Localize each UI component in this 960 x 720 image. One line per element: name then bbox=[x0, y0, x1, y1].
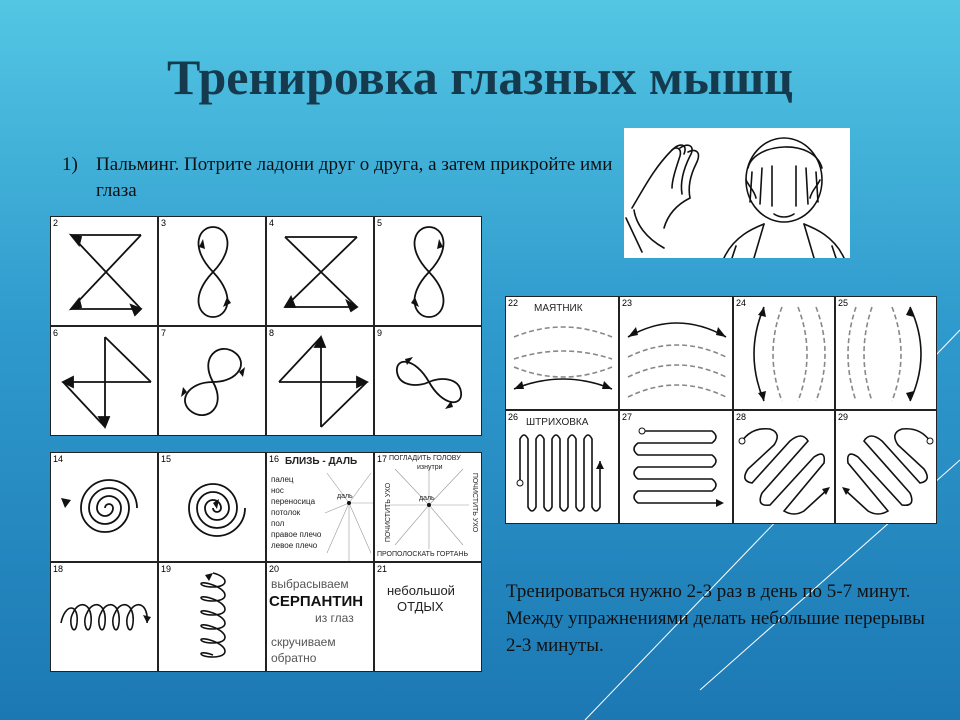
exercise-cell-16: 16 БЛИЗЬ - ДАЛЬ палец нос переносица потолок пол правое плечо левое плечо даль bbox=[266, 452, 374, 562]
exercise-cell-27: 27 bbox=[619, 410, 733, 524]
list-number: 1) bbox=[62, 154, 78, 175]
exercise-cell-21: 21 небольшой ОТДЫХ bbox=[374, 562, 482, 672]
exercise-cell-22: 22 МАЯТНИК bbox=[505, 296, 619, 410]
exercise-cell-29: 29 bbox=[835, 410, 937, 524]
exercise-cell-23: 23 bbox=[619, 296, 733, 410]
exercise-cell-14: 14 bbox=[50, 452, 158, 562]
instruction-text: Пальминг. Потрите ладони друг о друга, а затем прикройте ими глаза bbox=[96, 154, 613, 201]
exercise-cell-18: 18 bbox=[50, 562, 158, 672]
training-note: Тренироваться нужно 2-3 раз в день по 5-7 минут. Между упражнениями делать небольшие перерывы 2-3 минуты. bbox=[506, 581, 925, 656]
near-far-title: БЛИЗЬ - ДАЛЬ bbox=[285, 456, 358, 467]
exercise-cell-3: 3 bbox=[158, 216, 266, 326]
exercise-cell-26: 26 ШТРИХОВКА bbox=[505, 410, 619, 524]
palming-illustration bbox=[624, 128, 850, 258]
exercise-cell-25: 25 bbox=[835, 296, 937, 410]
exercise-cell-2: 2 bbox=[50, 216, 158, 326]
exercise-grid-3 bbox=[505, 296, 937, 524]
exercise-cell-6: 6 bbox=[50, 326, 158, 436]
exercise-cell-9: 9 bbox=[374, 326, 482, 436]
exercise-cell-4: 4 bbox=[266, 216, 374, 326]
exercise-cell-5: 5 bbox=[374, 216, 482, 326]
exercise-cell-28: 28 bbox=[733, 410, 835, 524]
page-title: Тренировка глазных мышц bbox=[167, 49, 793, 105]
exercise-cell-20: 20 выбрасываем СЕРПАНТИН из глаз скручиваем обратно bbox=[266, 562, 374, 672]
exercise-cell-17: 17 ПОГЛАДИТЬ ГОЛОВУ изнутри ПОЧИСТИТЬ УХО ПОЧИСТИТЬ УХО даль ПРОПОЛОСКАТЬ ГОРТАНЬ bbox=[374, 452, 482, 562]
exercise-grid-2 bbox=[50, 452, 482, 672]
exercise-cell-24: 24 bbox=[733, 296, 835, 410]
exercise-cell-19: 19 bbox=[158, 562, 266, 672]
exercise-grid-1 bbox=[50, 216, 482, 436]
exercise-cell-15: 15 bbox=[158, 452, 266, 562]
exercise-cell-8: 8 bbox=[266, 326, 374, 436]
exercise-cell-7: 7 bbox=[158, 326, 266, 436]
